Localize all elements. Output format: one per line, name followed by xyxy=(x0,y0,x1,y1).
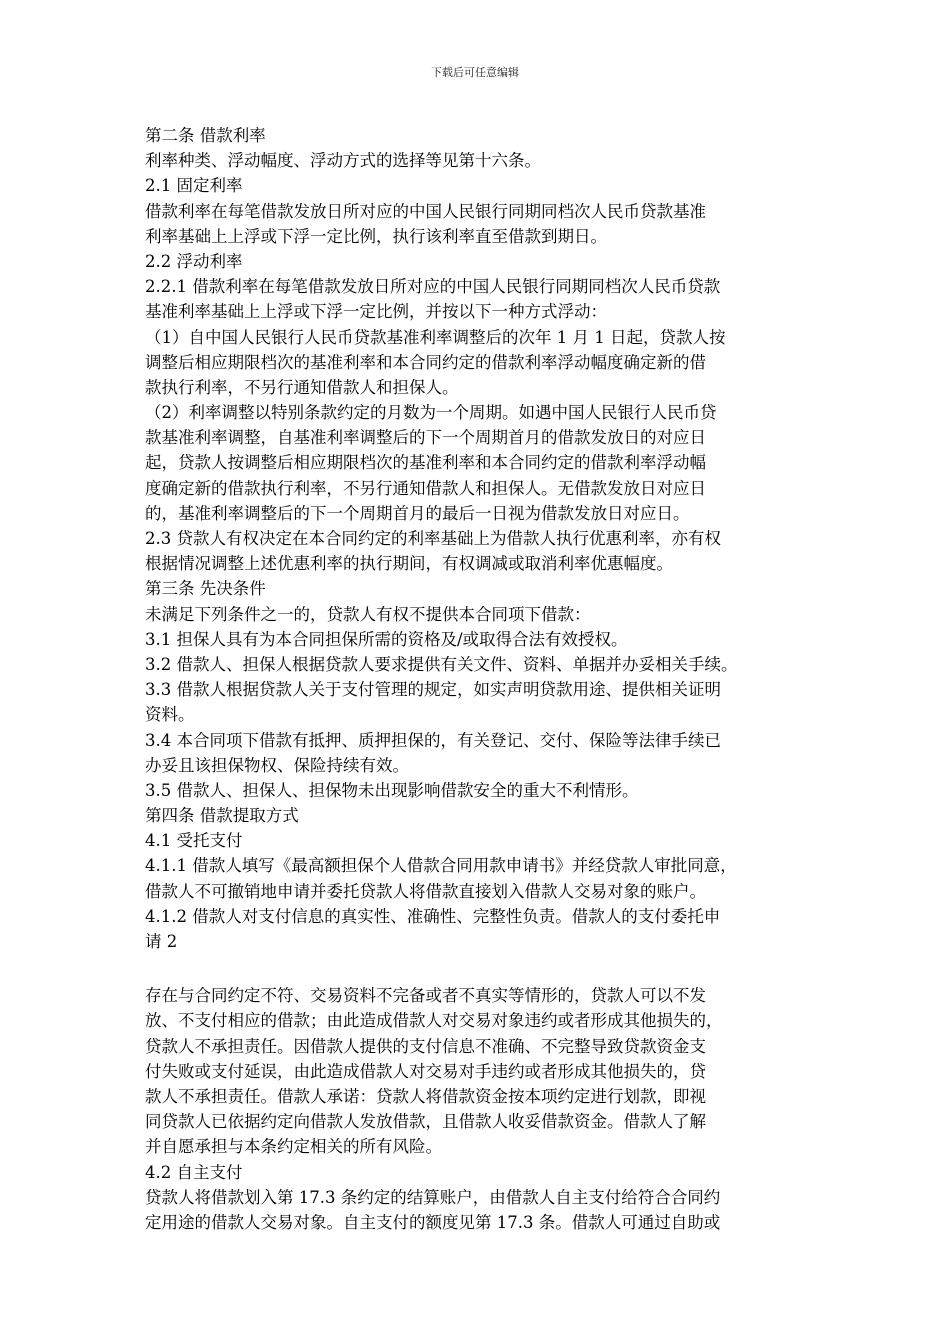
text-line: 办妥且该担保物权、保险持续有效。 xyxy=(145,755,409,775)
text-line: 定用途的借款人交易对象。自主支付的额度见第 17.3 条。借款人可通过自助或 xyxy=(145,1212,721,1232)
text-line: 4.2 自主支付 xyxy=(145,1162,243,1182)
text-line: 2.2.1 借款利率在每笔借款发放日所对应的中国人民银行同期同档次人民币贷款 xyxy=(145,277,721,297)
text-line: 并自愿承担与本条约定相关的所有风险。 xyxy=(145,1137,442,1157)
text-line: 放、不支付相应的借款；由此造成借款人对交易对象违约或者形成其他损失的， xyxy=(145,1011,723,1031)
text-line: 款基准利率调整，自基准利率调整后的下一个周期首月的借款发放日的对应日 xyxy=(145,428,706,448)
text-line: 付失败或支付延误，由此造成借款人对交易对手违约或者形成其他损失的，贷 xyxy=(145,1061,706,1081)
document-body xyxy=(145,123,809,1235)
text-line: 第三条 先决条件 xyxy=(145,579,266,599)
text-line: （2）利率调整以特别条款约定的月数为一个周期。如遇中国人民银行人民币贷 xyxy=(145,403,717,423)
text-line: 基准利率基础上上浮或下浮一定比例，并按以下一种方式浮动： xyxy=(145,302,607,322)
text-line: 款执行利率，不另行通知借款人和担保人。 xyxy=(145,377,459,397)
text-line: 的，基准利率调整后的下一个周期首月的最后一日视为借款发放日对应日。 xyxy=(145,503,690,523)
page-header: 下载后可任意编辑 xyxy=(431,66,519,79)
text-line: 第四条 借款提取方式 xyxy=(145,806,299,826)
text-line: 利率基础上上浮或下浮一定比例，执行该利率直至借款到期日。 xyxy=(145,226,607,246)
text-line: 4.1.1 借款人填写《最高额担保个人借款合同用款申请书》并经贷款人审批同意， xyxy=(145,856,737,876)
text-block-2 xyxy=(145,983,809,1235)
text-line: 同贷款人已依据约定向借款人发放借款，且借款人收妥借款资金。借款人了解 xyxy=(145,1112,706,1132)
paragraph-gap xyxy=(145,954,809,983)
text-line: 度确定新的借款执行利率，不另行通知借款人和担保人。无借款发放日对应日 xyxy=(145,478,706,498)
text-line: 2.2 浮动利率 xyxy=(145,251,243,271)
text-line: （1）自中国人民银行人民币贷款基准利率调整后的次年 1 月 1 日起，贷款人按 xyxy=(145,327,726,347)
text-line: 请 2 xyxy=(145,932,178,951)
text-line: 未满足下列条件之一的，贷款人有权不提供本合同项下借款： xyxy=(145,604,591,624)
text-line: 利率种类、浮动幅度、浮动方式的选择等见第十六条。 xyxy=(145,151,541,171)
text-line: 3.5 借款人、担保人、担保物未出现影响借款安全的重大不利情形。 xyxy=(145,780,639,800)
text-line: 根据情况调整上述优惠利率的执行期间，有权调减或取消利率优惠幅度。 xyxy=(145,554,673,574)
text-line: 借款利率在每笔借款发放日所对应的中国人民银行同期同档次人民币贷款基准 xyxy=(145,201,706,221)
text-line: 2.1 固定利率 xyxy=(145,176,243,196)
text-line: 第二条 借款利率 xyxy=(145,126,266,145)
text-line: 3.1 担保人具有为本合同担保所需的资格及/或取得合法有效授权。 xyxy=(145,629,628,649)
text-line: 4.1.2 借款人对支付信息的真实性、准确性、完整性负责。借款人的支付委托申 xyxy=(145,906,721,926)
text-line: 款人不承担责任。借款人承诺：贷款人将借款资金按本项约定进行划款，即视 xyxy=(145,1086,706,1106)
text-line: 3.3 借款人根据贷款人关于支付管理的规定，如实声明贷款用途、提供相关证明 xyxy=(145,680,721,700)
text-line: 借款人不可撤销地申请并委托贷款人将借款直接划入借款人交易对象的账户。 xyxy=(145,881,706,901)
text-line: 资料。 xyxy=(145,705,195,725)
text-line: 调整后相应期限档次的基准利率和本合同约定的借款利率浮动幅度确定新的借 xyxy=(145,352,706,372)
text-line: 贷款人不承担责任。因借款人提供的支付信息不准确、不完整导致贷款资金支 xyxy=(145,1036,706,1056)
text-line: 起，贷款人按调整后相应期限档次的基准利率和本合同约定的借款利率浮动幅 xyxy=(145,453,706,473)
text-line: 3.4 本合同项下借款有抵押、质押担保的，有关登记、交付、保险等法律手续已 xyxy=(145,730,721,750)
text-line: 2.3 贷款人有权决定在本合同约定的利率基础上为借款人执行优惠利率，亦有权 xyxy=(145,529,721,548)
text-block-1 xyxy=(145,123,809,954)
text-line: 贷款人将借款划入第 17.3 条约定的结算账户，由借款人自主支付给符合合同约 xyxy=(145,1187,721,1207)
text-line: 存在与合同约定不符、交易资料不完备或者不真实等情形的，贷款人可以不发 xyxy=(145,986,706,1006)
text-line: 3.2 借款人、担保人根据贷款人要求提供有关文件、资料、单据并办妥相关手续。 xyxy=(145,654,738,674)
text-line: 4.1 受托支付 xyxy=(145,831,243,851)
